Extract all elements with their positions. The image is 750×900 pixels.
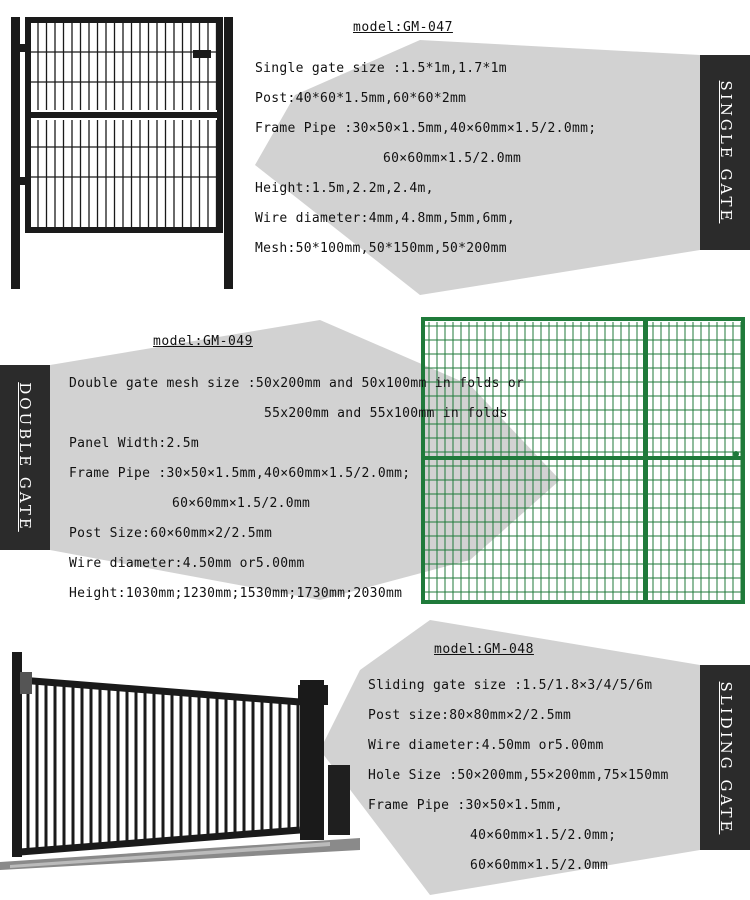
single-gate-post: Post:40*60*1.5mm,60*60*2mm (255, 91, 467, 106)
single-gate-section (0, 0, 750, 300)
sliding-gate-size: Sliding gate size :1.5/1.8×3/4/5/6m (368, 678, 653, 693)
sliding-gate-wire-diameter: Wire diameter:4.50mm or5.00mm (368, 738, 604, 753)
double-gate-mesh-size: Double gate mesh size :50x200mm and 50x100mm in folds or (69, 376, 525, 391)
single-gate-frame-pipe: Frame Pipe :30×50×1.5mm,40×60mm×1.5/2.0mm; (255, 121, 597, 136)
sliding-gate-section (0, 610, 750, 900)
double-gate-post-size: Post Size:60×60mm×2/2.5mm (69, 526, 273, 541)
single-gate-wire-diameter: Wire diameter:4mm,4.8mm,5mm,6mm, (255, 211, 516, 226)
single-gate-model: model:GM-047 (353, 20, 453, 35)
single-gate-frame-pipe-cont: 60×60mm×1.5/2.0mm (383, 151, 522, 166)
double-gate-frame-pipe: Frame Pipe :30×50×1.5mm,40×60mm×1.5/2.0mm; (69, 466, 411, 481)
single-gate-size: Single gate size :1.5*1m,1.7*1m (255, 61, 507, 76)
double-gate-wire-diameter: Wire diameter:4.50mm or5.00mm (69, 556, 305, 571)
sliding-gate-frame-pipe: Frame Pipe :30×50×1.5mm, (368, 798, 564, 813)
sliding-gate-model: model:GM-048 (434, 642, 534, 657)
single-gate-label: SINGLE GATE (717, 80, 735, 224)
sliding-gate-label: SLIDING GATE (717, 681, 735, 835)
double-gate-label: DOUBLE GATE (16, 382, 34, 532)
double-gate-illustration (418, 314, 748, 606)
double-gate-frame-pipe-cont: 60×60mm×1.5/2.0mm (172, 496, 311, 511)
sliding-gate-illustration (0, 640, 360, 870)
double-gate-height: Height:1030mm;1230mm;1530mm;1730mm;2030mm (69, 586, 403, 601)
double-gate-panel-width: Panel Width:2.5m (69, 436, 200, 451)
double-gate-mesh-size-cont: 55x200mm and 55x100mm in folds (264, 406, 508, 421)
sliding-gate-hole-size: Hole Size :50×200mm,55×200mm,75×150mm (368, 768, 669, 783)
double-gate-model: model:GM-049 (153, 334, 253, 349)
single-gate-height: Height:1.5m,2.2m,2.4m, (255, 181, 434, 196)
sliding-gate-post-size: Post size:80×80mm×2/2.5mm (368, 708, 572, 723)
sliding-gate-frame-pipe-cont1: 40×60mm×1.5/2.0mm; (470, 828, 617, 843)
double-gate-section (0, 300, 750, 610)
sliding-gate-frame-pipe-cont2: 60×60mm×1.5/2.0mm (470, 858, 609, 873)
single-gate-illustration (5, 12, 245, 292)
single-gate-mesh: Mesh:50*100mm,50*150mm,50*200mm (255, 241, 507, 256)
